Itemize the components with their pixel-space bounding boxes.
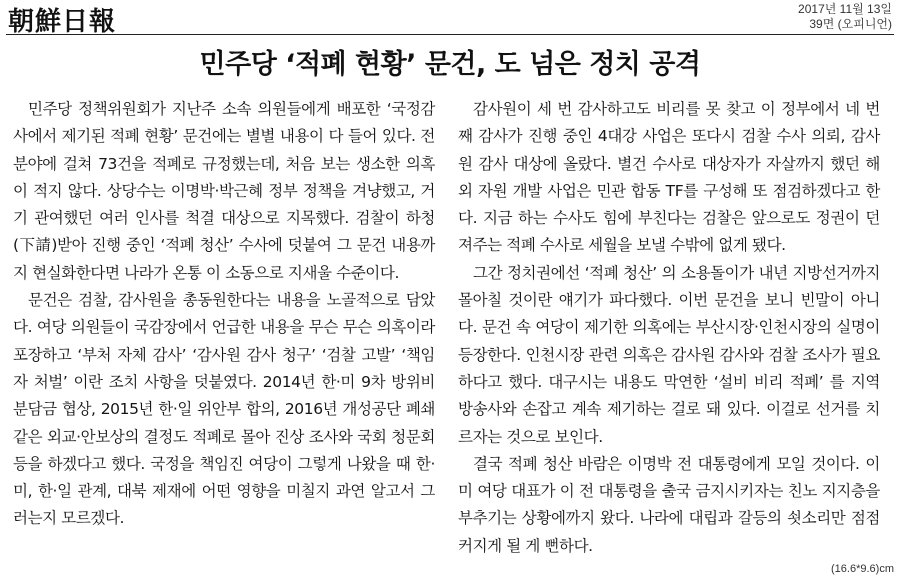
publication-info [798,2,892,32]
article-headline: 민주당 ‘적폐 현황’ 문건, 도 넘은 정치 공격 [199,49,701,80]
article-paragraph: 감사원이 세 번 감사하고도 비리를 못 찾고 이 정부에서 네 번째 감사가 진행 중인 4대강 사업은 또다시 검찰 수사 의뢰, 감사원 감사 대상에 올랐다. 별건 수사로 대상자가 자살까지 했던 해외 자원 개발 사업은 민관 합동 TF를 구성해 또 점검하겠다고 한다. 지금 하는 수사도 힘에 부친다는 검찰은 앞으로도 정권이 던져주는 적폐 수사로 세월을 보낼 수밖에 없게 됐다. [458,100,880,255]
article-column-left [13,96,435,533]
publication-date: 2017년 11월 13일 [798,2,892,16]
clipping-size-note: (16.6*9.6)cm [831,563,894,575]
header-divider [6,34,894,35]
article-paragraph: 그간 정치권에선 ‘적폐 청산’ 의 소용돌이가 내년 지방선거까지 몰아칠 것이란 얘기가 파다했다. 이번 문건을 보니 빈말이 아니다. 문건 속 여당이 제기한 의혹에는 부산시장·인천시장의 실명이 등장한다. 인천시장 관련 의혹은 감사원 감사와 검찰 조사가 필요하다고 했다. 대구시는 내용도 막연한 ‘설비 비리 적폐’ 를 지역 방송사와 손잡고 계속 제기하는 걸로 돼 있다. 이걸로 선거를 치르자는 것으로 보인다. [458,263,880,446]
article-column-right [458,96,880,560]
article-paragraph: 문건은 검찰, 감사원을 총동원한다는 내용을 노골적으로 담았다. 여당 의원들이 국감장에서 언급한 내용을 무슨 무슨 의혹이라 포장하고 ‘부처 자체 감사’ ‘감사원 감사 청구’ ‘검찰 고발’ ‘책임자 처벌’ 이란 조치 사항을 덧붙였다. 2014년 한·미 9차 방위비 분담금 협상, 2015년 한·일 위안부 합의, 2016년 개성공단 폐쇄 같은 외교·안보상의 결정도 적폐로 몰아 진상 조사와 국회 청문회 등을 하겠다고 했다. 국정을 책임진 여당이 그렇게 나왔을 때 한·미, 한·일 관계, 대북 제재에 어떤 영향을 미칠지 과연 알고서 그러는지 모르겠다. [13,291,435,528]
article-paragraph: 결국 적폐 청산 바람은 이명박 전 대통령에게 모일 것이다. 이미 여당 대표가 이 전 대통령을 출국 금지시키자는 친노 지지층을 부추기는 상황에까지 왔다. 나라에 대립과 갈등의 쇳소리만 점점 커지게 될 게 뻔하다. [458,454,880,555]
newspaper-masthead: 朝鮮日報 [8,7,117,37]
page-section: 39면 (오피니언) [809,17,892,31]
article-paragraph: 민주당 정책위원회가 지난주 소속 의원들에게 배포한 ‘국정감사에서 제기된 적폐 현황’ 문건에는 별별 내용이 다 들어 있다. 전 분야에 걸쳐 73건을 적폐로 규정했는데, 처음 보는 생소한 의혹이 적지 않다. 상당수는 이명박·박근혜 정부 정책을 겨냥했고, 거기 관여했던 여러 인사를 척결 대상으로 지목했다. 검찰이 하청(下請)받아 진행 중인 ‘적폐 청산’ 수사에 덧붙여 그 문건 내용까지 현실화한다면 나라가 온통 이 소동으로 지새울 수준이다. [13,100,435,282]
